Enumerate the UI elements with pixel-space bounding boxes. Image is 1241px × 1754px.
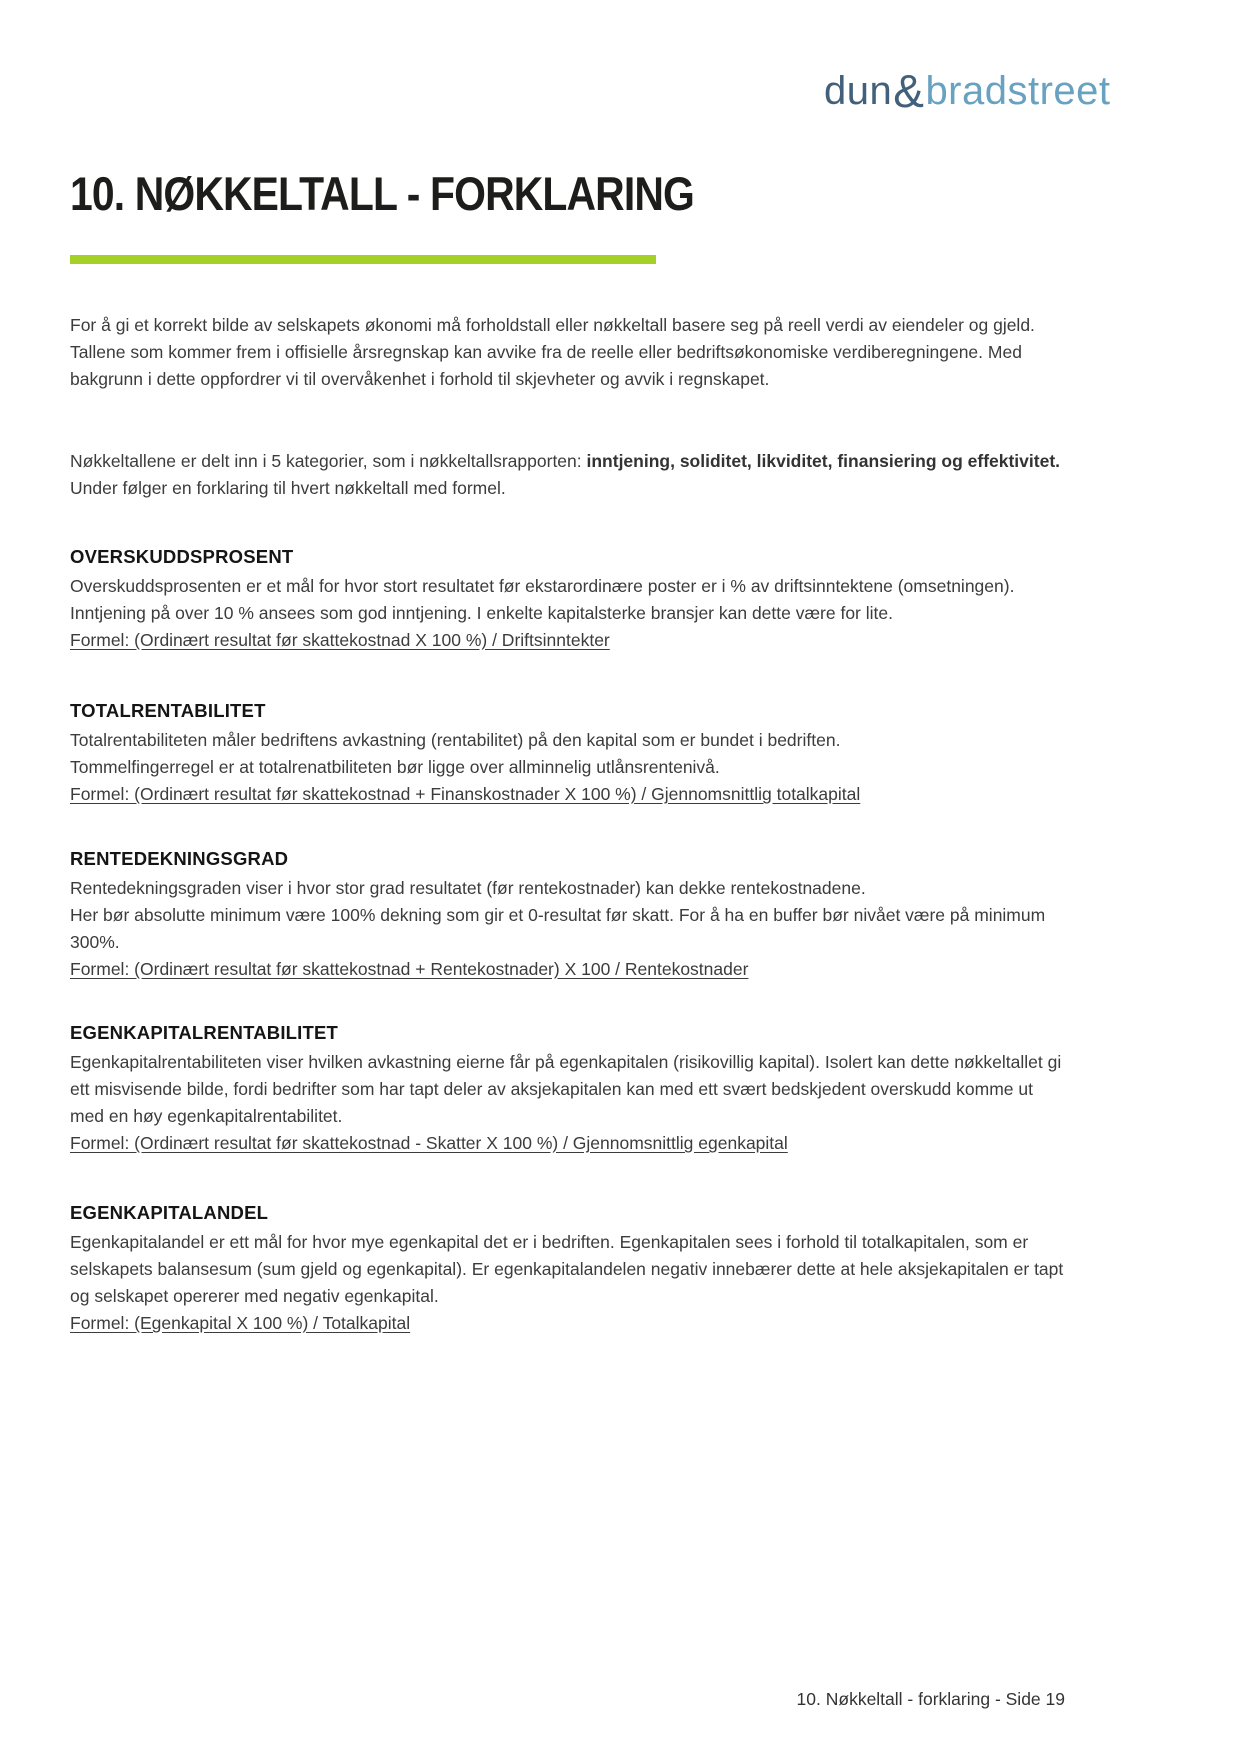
section-overskuddsprosent [70, 546, 1070, 654]
section-heading: EGENKAPITALANDEL [70, 1202, 269, 1223]
section-paragraph: Egenkapitalrentabiliteten viser hvilken avkastning eierne får på egenkapitalen (risikovillig kapital). Isolert kan dette nøkkeltallet gi ett misvisende bilde, fordi bedrifter som har tapt deler av aksjekapitalen kan med ett svært bedskjedent overskudd komme ut med en høy egenkapitalrentabilitet. [70, 1052, 1062, 1126]
section-paragraph: Rentedekningsgraden viser i hvor stor grad resultatet (før rentekostnader) kan dekke rentekostnadene. [70, 878, 866, 898]
intro-paragraph-1: For å gi et korrekt bilde av selskapets økonomi må forholdstall eller nøkkeltall basere seg på reell verdi av eiendeler og gjeld. Tallene som kommer frem i offisielle årsregnskap kan avvike fra de reelle eller bedriftsøkonomiske verdiberegningene. Med bakgrunn i dette oppfordrer vi til overvåkenhet i forhold til skjevheter og avvik i regnskapet. [70, 315, 1035, 389]
section-paragraph: Her bør absolutte minimum være 100% dekning som gir et 0-resultat før skatt. For å ha en buffer bør nivået være på minimum 300%. [70, 905, 1046, 952]
section-totalrentabilitet [70, 700, 1070, 808]
section-heading: TOTALRENTABILITET [70, 700, 266, 721]
title-accent-bar [70, 255, 656, 264]
page-footer: 10. Nøkkeltall - forklaring - Side 19 [796, 1689, 1065, 1709]
intro-paragraph-2 [70, 448, 1070, 502]
section-formula: Formel: (Ordinært resultat før skattekostnad + Rentekostnader) X 100 / Rentekostnader [70, 959, 749, 979]
section-egenkapitalrentabilitet [70, 1022, 1070, 1157]
intro-paragraph-2-categories: inntjening, soliditet, likviditet, finansiering og effektivitet. [586, 451, 1061, 471]
section-rentedekningsgrad [70, 848, 1070, 983]
section-heading: RENTEDEKNINGSGRAD [70, 848, 289, 869]
section-formula: Formel: (Egenkapital X 100 %) / Totalkapital [70, 1313, 411, 1333]
dun-bradstreet-logo [824, 65, 1111, 117]
section-heading: EGENKAPITALRENTABILITET [70, 1022, 339, 1043]
logo-text-bradstreet: bradstreet [925, 69, 1111, 113]
section-paragraph: Overskuddsprosenten er et mål for hvor stort resultatet før ekstarordinære poster er i % av driftsinntektene (omsetningen). Inntjening på over 10 % ansees som god inntjening. I enkelte kapitalsterke bransjer kan dette være for lite. [70, 576, 1015, 623]
section-egenkapitalandel [70, 1202, 1070, 1337]
page-title: 10. NØKKELTALL - FORKLARING [70, 167, 694, 220]
intro-paragraph-2-tail: Under følger en forklaring til hvert nøkkeltall med formel. [70, 478, 506, 498]
ampersand-icon: & [893, 65, 925, 117]
section-formula: Formel: (Ordinært resultat før skattekostnad X 100 %) / Driftsinntekter [70, 630, 610, 650]
intro-paragraph-2-lead: Nøkkeltallene er delt inn i 5 kategorier, som i nøkkeltallsrapporten: [70, 451, 587, 471]
section-heading: OVERSKUDDSPROSENT [70, 546, 294, 567]
section-paragraph: Totalrentabiliteten måler bedriftens avkastning (rentabilitet) på den kapital som er bundet i bedriften. [70, 730, 841, 750]
logo-text-dun: dun [824, 69, 893, 113]
section-paragraph: Egenkapitalandel er ett mål for hvor mye egenkapital det er i bedriften. Egenkapitalen sees i forhold til totalkapitalen, som er selskapets balansesum (sum gjeld og egenkapital). Er egenkapitalandelen negativ innebærer dette at hele aksjekapitalen er tapt og selskapet opererer med negativ egenkapital. [70, 1232, 1064, 1306]
section-formula: Formel: (Ordinært resultat før skattekostnad + Finanskostnader X 100 %) / Gjennomsnittlig totalkapital [70, 784, 861, 804]
section-paragraph: Tommelfingerregel er at totalrenatbiliteten bør ligge over allminnelig utlånsrentenivå. [70, 757, 720, 777]
section-formula: Formel: (Ordinært resultat før skattekostnad - Skatter X 100 %) / Gjennomsnittlig egenkapital [70, 1133, 788, 1153]
